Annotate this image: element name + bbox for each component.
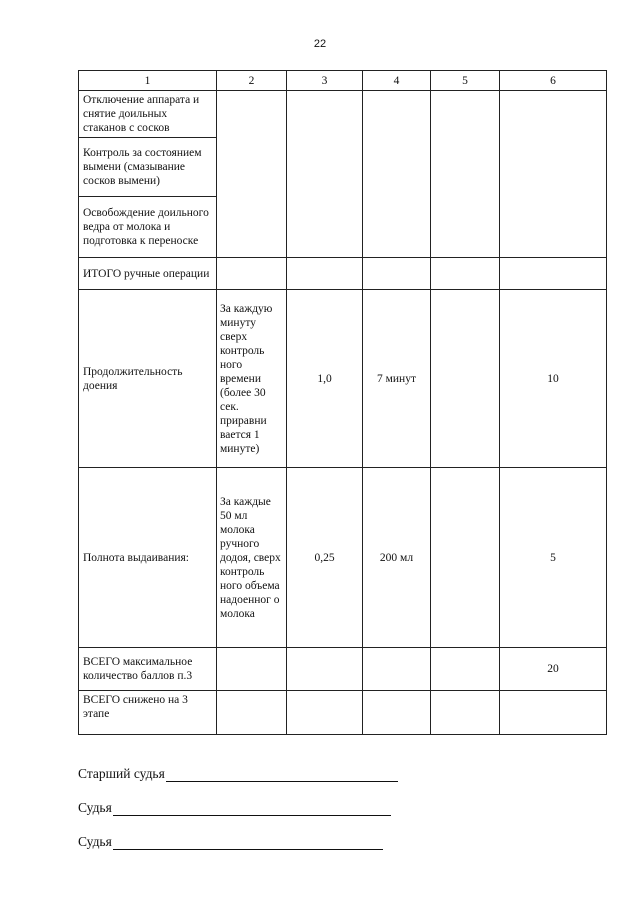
header-cell: 3	[287, 71, 363, 91]
table-cell	[287, 648, 363, 691]
table-cell: 5	[500, 468, 607, 648]
table-cell: 7 минут	[363, 290, 431, 468]
table-cell	[431, 91, 500, 258]
table-cell	[431, 258, 500, 290]
table-cell	[287, 91, 363, 258]
table-header-row	[79, 71, 607, 91]
header-cell: 4	[363, 71, 431, 91]
table-cell	[431, 648, 500, 691]
table-cell	[217, 258, 287, 290]
table-cell: 20	[500, 648, 607, 691]
table-cell: 200 мл	[363, 468, 431, 648]
table-cell	[431, 691, 500, 735]
table-cell	[217, 648, 287, 691]
table-cell	[363, 258, 431, 290]
table-cell	[500, 91, 607, 258]
judge-label: Судья	[78, 834, 112, 849]
table-cell: 1,0	[287, 290, 363, 468]
table-row	[79, 91, 607, 138]
row-label: Полнота выдаивания:	[79, 468, 217, 648]
row-label: ИТОГО ручные операции	[79, 258, 217, 290]
table-cell	[431, 468, 500, 648]
table-cell	[363, 648, 431, 691]
table-row	[79, 648, 607, 691]
header-cell: 5	[431, 71, 500, 91]
table-row	[79, 258, 607, 290]
table-cell: 10	[500, 290, 607, 468]
row-label: Освобождение доильного ведра от молока и подготовка к переноске	[79, 197, 217, 258]
page-number: 22	[313, 38, 327, 50]
table-cell: За каждую минуту сверх контроль ного времени (более 30 сек. приравни вается 1 минуте)	[217, 290, 287, 468]
score-table	[78, 70, 607, 735]
table-cell: 0,25	[287, 468, 363, 648]
senior-judge-signature	[78, 748, 398, 782]
row-label: ВСЕГО максимальное количество баллов п.3	[79, 648, 217, 691]
row-label: Отключение аппарата и снятие доильных стаканов с сосков	[79, 91, 217, 138]
row-label: Контроль за состоянием вымени (смазывание сосков вымени)	[79, 138, 217, 197]
table-row	[79, 290, 607, 468]
table-cell	[217, 91, 287, 258]
table-cell	[363, 691, 431, 735]
table-row	[79, 691, 607, 735]
table-cell	[363, 91, 431, 258]
signatures-block	[78, 748, 398, 850]
signature-line	[113, 801, 391, 816]
table-cell	[431, 290, 500, 468]
table-cell: За каждые 50 мл молока ручного додоя, сверх контроль ного объема надоенног о молока	[217, 468, 287, 648]
header-cell: 1	[79, 71, 217, 91]
row-label: Продолжительность доения	[79, 290, 217, 468]
table-cell	[500, 691, 607, 735]
header-cell: 2	[217, 71, 287, 91]
judge-signature	[78, 782, 398, 816]
judge-signature	[78, 816, 398, 850]
row-label: ВСЕГО снижено на 3 этапе	[79, 691, 217, 735]
table-cell	[500, 258, 607, 290]
table-cell	[287, 258, 363, 290]
judge-label: Судья	[78, 800, 112, 815]
table-row	[79, 468, 607, 648]
signature-line	[113, 835, 383, 850]
signature-line	[166, 767, 398, 782]
table-cell	[217, 691, 287, 735]
table-cell	[287, 691, 363, 735]
senior-judge-label: Старший судья	[78, 766, 165, 781]
header-cell: 6	[500, 71, 607, 91]
